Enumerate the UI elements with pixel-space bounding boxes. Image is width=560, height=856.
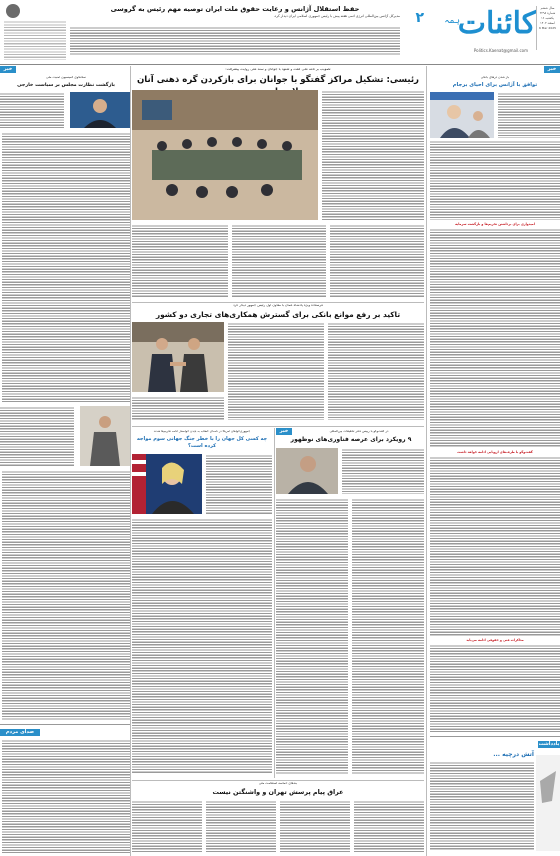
masthead-divider [0, 64, 560, 65]
third-kicker: در گفت‌وگو با رییس دفتر تحقیقات بین‌المللی [329, 430, 389, 433]
side-illustration [536, 741, 560, 851]
bottom-text-4 [132, 800, 202, 852]
bottom-title: عراق پیام پرسش تهران و واشنگتن نیست [212, 788, 344, 796]
third-text-1 [342, 448, 424, 494]
bottom-left-title: آتش درچیه ... [493, 751, 534, 758]
left-photo-image [430, 92, 494, 138]
third-tag: خبر [276, 428, 292, 435]
top-story [70, 4, 400, 62]
second-text-3 [132, 396, 224, 420]
bottom-story-divider [132, 780, 424, 781]
masthead-date-box [536, 6, 558, 50]
logo-text: کائنات [457, 6, 536, 41]
right-kicker: سخنگوی کمیسیون امنیت ملی [46, 76, 86, 79]
lead-title: رئیسی: تشکیل مراکز گفتگو با جوانان برای بازکردن گره ذهنی آنان [136, 75, 420, 85]
third-text-3 [276, 498, 348, 774]
right-text-1 [0, 92, 64, 128]
right-column [428, 66, 560, 856]
bottom-left-box [430, 736, 560, 852]
fourth-kicker: جمهوری‌خواهان آمریکا در نامه‌ای خطاب به بایدن خواستار ادامه تحریم‌ها شدند [153, 430, 251, 433]
right-section-tag: خبر [0, 66, 16, 73]
second-story-divider [132, 302, 424, 303]
top-story-author [4, 4, 66, 60]
left-photo [430, 92, 494, 138]
voice-text [2, 739, 130, 853]
second-text-2 [228, 322, 324, 420]
guard-photo [80, 406, 130, 466]
right-column-divider [426, 66, 427, 856]
author-column-text [4, 20, 66, 60]
third-title: ۹ رویکرد برای عرصه فناوری‌های نوظهور [290, 436, 412, 443]
left-highlight-2: گفت‌وگو با طرف‌های اروپایی ادامه خواهد داشت [457, 450, 533, 454]
left-highlight-3: مذاکرات فنی و حقوقی ادامه می‌یابد [466, 638, 524, 642]
third-photo [276, 448, 338, 494]
date-english: 6 Mar 2025 [538, 26, 557, 30]
left-text-1 [498, 92, 560, 138]
left-text-5 [430, 644, 560, 732]
masthead-email: Politics.Kaenat@gmail.com [473, 48, 528, 53]
logo-prefix: ہمہ [444, 16, 460, 26]
masthead-logo [432, 6, 536, 44]
third-story-divider [132, 426, 424, 427]
masthead [0, 0, 560, 64]
lead-story [132, 66, 424, 301]
portrait-photo [70, 92, 130, 128]
second-title: تاکید بر رفع موانع بانکی برای گسترش همکاری‌های تجاری دو کشور [155, 310, 401, 319]
voice-tag: صدای مردم [0, 729, 40, 736]
lead-text-bottom-3 [132, 224, 228, 298]
left-title: توافق با آژانس برای احیای برجام [452, 82, 538, 88]
speaker-photo [276, 448, 338, 494]
second-photo [132, 322, 224, 392]
section-tag: خبر [544, 66, 560, 73]
right-text-2 [2, 132, 130, 402]
second-text-1 [328, 322, 424, 420]
fourth-story [132, 428, 272, 778]
politician-photo [132, 454, 202, 514]
top-story-summary: مدیرکل آژانس بین‌المللی انرژی اتمی هفته پیش با رئیس جمهوری اسلامی ایران دیدار کرد. [273, 14, 400, 18]
left-text-3 [430, 228, 560, 448]
third-text-2 [352, 498, 424, 774]
bottom-left-text [430, 761, 534, 851]
third-fourth-divider [274, 428, 275, 778]
left-text-2 [430, 140, 560, 220]
author-avatar [6, 4, 20, 18]
bottom-text-3 [206, 800, 276, 852]
top-story-body [70, 26, 400, 56]
page-number: ۲ [415, 10, 424, 26]
voice-box [0, 724, 130, 854]
bottom-left-tag: یادداشت [538, 741, 560, 747]
handshake-photo [132, 322, 224, 392]
lead-text-right [322, 90, 424, 220]
date-persian: یکشنبه ۱۶ اسفند ۱۴۰۳ [540, 16, 555, 25]
left-highlight-1: امیدواری برای برداشتن تحریم‌ها و بازگشت سرمایه [455, 222, 535, 226]
bottom-text-1 [354, 800, 424, 852]
fourth-photo [132, 454, 202, 514]
right-photo-2 [80, 406, 130, 466]
lead-photo [132, 90, 318, 220]
right-portrait [70, 92, 130, 128]
top-story-title: حفظ استقلال آژانس و رعایت حقوق ملت ایران توصیه مهم رئیس به گروسی [110, 5, 360, 13]
right-title: بازگشت نظارت مجلس بر سیاست خارجی [17, 83, 115, 88]
fourth-title: چه کسی کل جهان را با خطر جنگ جهانی سوم مواجه کرده است؟ [136, 436, 268, 449]
meeting-photo [132, 90, 318, 220]
left-column-divider [130, 66, 131, 856]
bottom-left-illustration [536, 741, 560, 851]
left-text-4 [430, 456, 560, 636]
fourth-text-1 [206, 454, 272, 514]
bottom-kicker: بندهای حماسه استقامت ملی [258, 782, 298, 785]
lead-kicker: تصویب بر تامه ملی گفت و شنود با جوانان و سند ملی روایت پیشرفت؛ [225, 68, 331, 71]
issue-number: سال ششم شماره ۲۲۹۸ [539, 6, 556, 15]
lead-text-bottom-1 [330, 224, 424, 298]
bottom-text-2 [280, 800, 350, 852]
second-kicker: فرستاده ویژه پادشاه عمان با معاون اول رئیس جمهور دیدار کرد [233, 304, 323, 307]
bottom-story [132, 782, 424, 854]
fourth-text-2 [132, 518, 272, 774]
third-story [276, 428, 424, 778]
second-story [132, 304, 424, 424]
left-kicker: باز شدن درهای بانکی [480, 76, 510, 79]
left-narrow-column [0, 66, 130, 856]
lead-text-bottom-2 [232, 224, 326, 298]
right-text-4 [2, 470, 130, 720]
right-text-3 [0, 406, 74, 466]
